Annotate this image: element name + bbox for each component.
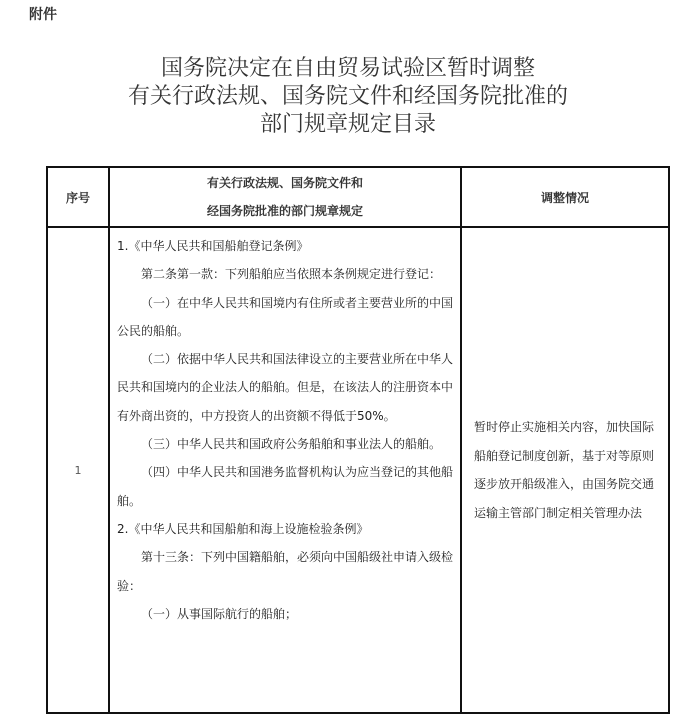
header-seq: 序号 bbox=[47, 167, 109, 227]
regulation-item-title: 1.《中华人民共和国船舶登记条例》 bbox=[117, 239, 309, 253]
header-regulation-line-1: 有关行政法规、国务院文件和 bbox=[206, 176, 363, 190]
regulation-item-title: 2.《中华人民共和国船舶和海上设施检验条例》 bbox=[117, 521, 369, 536]
document-title bbox=[0, 55, 696, 139]
regulation-paragraph: 第十三条：下列中国籍船舶，必须向中国船级社申请入级检验： bbox=[117, 550, 454, 593]
header-regulation-line-2: 经国务院批准的部门规章规定 bbox=[206, 204, 363, 218]
attachment-label: 附件 bbox=[29, 7, 57, 23]
title-line-1: 国务院决定在自由贸易试验区暂时调整 bbox=[160, 56, 535, 81]
title-line-2: 有关行政法规、国务院文件和经国务院批准的 bbox=[127, 84, 568, 109]
table-header-row bbox=[47, 167, 669, 227]
regulation-paragraph: （一）从事国际航行的船舶； bbox=[141, 606, 298, 621]
header-adjustment: 调整情况 bbox=[461, 167, 669, 227]
regulation-paragraph: （三）中华人民共和国政府公务船舶和事业法人的船舶。 bbox=[141, 437, 442, 452]
header-regulation bbox=[109, 167, 461, 227]
row-seq: 1 bbox=[47, 227, 109, 713]
regulation-paragraph: 第二条第一款：下列船舶应当依照本条例规定进行登记： bbox=[141, 267, 442, 282]
regulation-table bbox=[46, 166, 670, 714]
regulation-paragraph: （一）在中华人民共和国境内有住所或者主要营业所的中国公民的船舶。 bbox=[117, 295, 454, 338]
row-adjustment: 暂时停止实施相关内容，加快国际船舶登记制度创新，基于对等原则逐步放开船级准入，由国务院交通运输主管部门制定相关管理办法 bbox=[461, 227, 669, 713]
title-line-3: 部门规章规定目录 bbox=[259, 112, 436, 137]
table-row bbox=[47, 227, 669, 713]
regulation-paragraph: （四）中华人民共和国港务监督机构认为应当登记的其他船舶。 bbox=[117, 465, 454, 508]
regulation-paragraph: （二）依据中华人民共和国法律设立的主要营业所在中华人民共和国境内的企业法人的船舶。但是，在该法人的注册资本中有外商出资的，中方投资人的出资额不得低于50%。 bbox=[117, 352, 454, 423]
row-regulation bbox=[109, 227, 461, 713]
